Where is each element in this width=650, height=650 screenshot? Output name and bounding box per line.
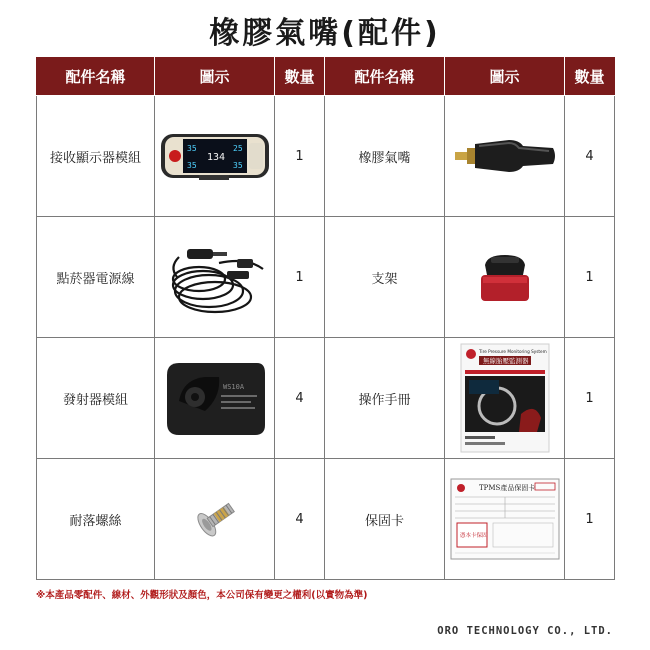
part-name: 點菸器電源線 xyxy=(37,217,155,338)
display-center: 134 xyxy=(206,152,225,163)
part-image-cell xyxy=(445,217,565,338)
part-quantity: 1 xyxy=(275,217,325,338)
part-name: 接收顯示器模組 xyxy=(37,96,155,217)
disclaimer-note: ※本產品零配件、線材、外觀形狀及顏色，本公司保有變更之權利(以實物為準) xyxy=(36,590,368,601)
page-title: 橡膠氣嘴(配件) xyxy=(209,16,441,51)
part-quantity: 1 xyxy=(275,96,325,217)
table-row xyxy=(37,338,615,459)
rubber-valve-icon xyxy=(449,126,561,186)
manual-brand: Tire Pressure Monitoring System xyxy=(478,349,547,354)
part-image-cell xyxy=(445,338,565,459)
part-quantity: 1 xyxy=(565,338,615,459)
table-row xyxy=(37,96,615,217)
bracket-icon xyxy=(449,245,561,309)
cigarette-power-cable-icon xyxy=(159,227,271,327)
display-tr: 25 xyxy=(232,144,243,153)
company-name: ORO TECHNOLOGY CO., LTD. xyxy=(437,625,613,637)
transmitter-label: WS10A xyxy=(222,383,244,391)
display-bl: 35 xyxy=(186,161,197,170)
part-name: 支架 xyxy=(325,217,445,338)
part-image-cell xyxy=(445,459,565,580)
part-quantity: 4 xyxy=(275,338,325,459)
manual-icon xyxy=(457,342,553,454)
display-tl: 35 xyxy=(186,144,197,153)
part-quantity: 1 xyxy=(565,217,615,338)
part-image-cell xyxy=(155,217,275,338)
header-part-name: 配件名稱 xyxy=(325,57,445,96)
part-name: 橡膠氣嘴 xyxy=(325,96,445,217)
part-image-cell xyxy=(445,96,565,217)
part-name: 操作手冊 xyxy=(325,338,445,459)
table-header-row xyxy=(37,57,615,96)
part-image-cell xyxy=(155,459,275,580)
part-quantity: 4 xyxy=(565,96,615,217)
receiver-display-icon xyxy=(159,128,271,184)
header-part-name: 配件名稱 xyxy=(37,57,155,96)
screw-icon xyxy=(185,494,245,544)
warranty-card-title: TPMS產品保固卡 xyxy=(478,484,535,492)
warranty-card-icon xyxy=(449,477,561,561)
part-name: 發射器模組 xyxy=(37,338,155,459)
table-row xyxy=(37,217,615,338)
part-image-cell xyxy=(155,338,275,459)
part-quantity: 1 xyxy=(565,459,615,580)
accessories-table xyxy=(36,57,615,580)
display-br: 35 xyxy=(232,161,243,170)
part-name: 保固卡 xyxy=(325,459,445,580)
part-image-cell xyxy=(155,96,275,217)
warranty-stamp: 憑本卡保固 xyxy=(459,533,488,539)
header-image: 圖示 xyxy=(445,57,565,96)
part-name: 耐落螺絲 xyxy=(37,459,155,580)
header-quantity: 數量 xyxy=(275,57,325,96)
header-quantity: 數量 xyxy=(565,57,615,96)
transmitter-module-icon xyxy=(159,355,271,441)
part-quantity: 4 xyxy=(275,459,325,580)
table-row xyxy=(37,459,615,580)
manual-title: 無線胎壓監測器 xyxy=(482,357,528,365)
header-image: 圖示 xyxy=(155,57,275,96)
